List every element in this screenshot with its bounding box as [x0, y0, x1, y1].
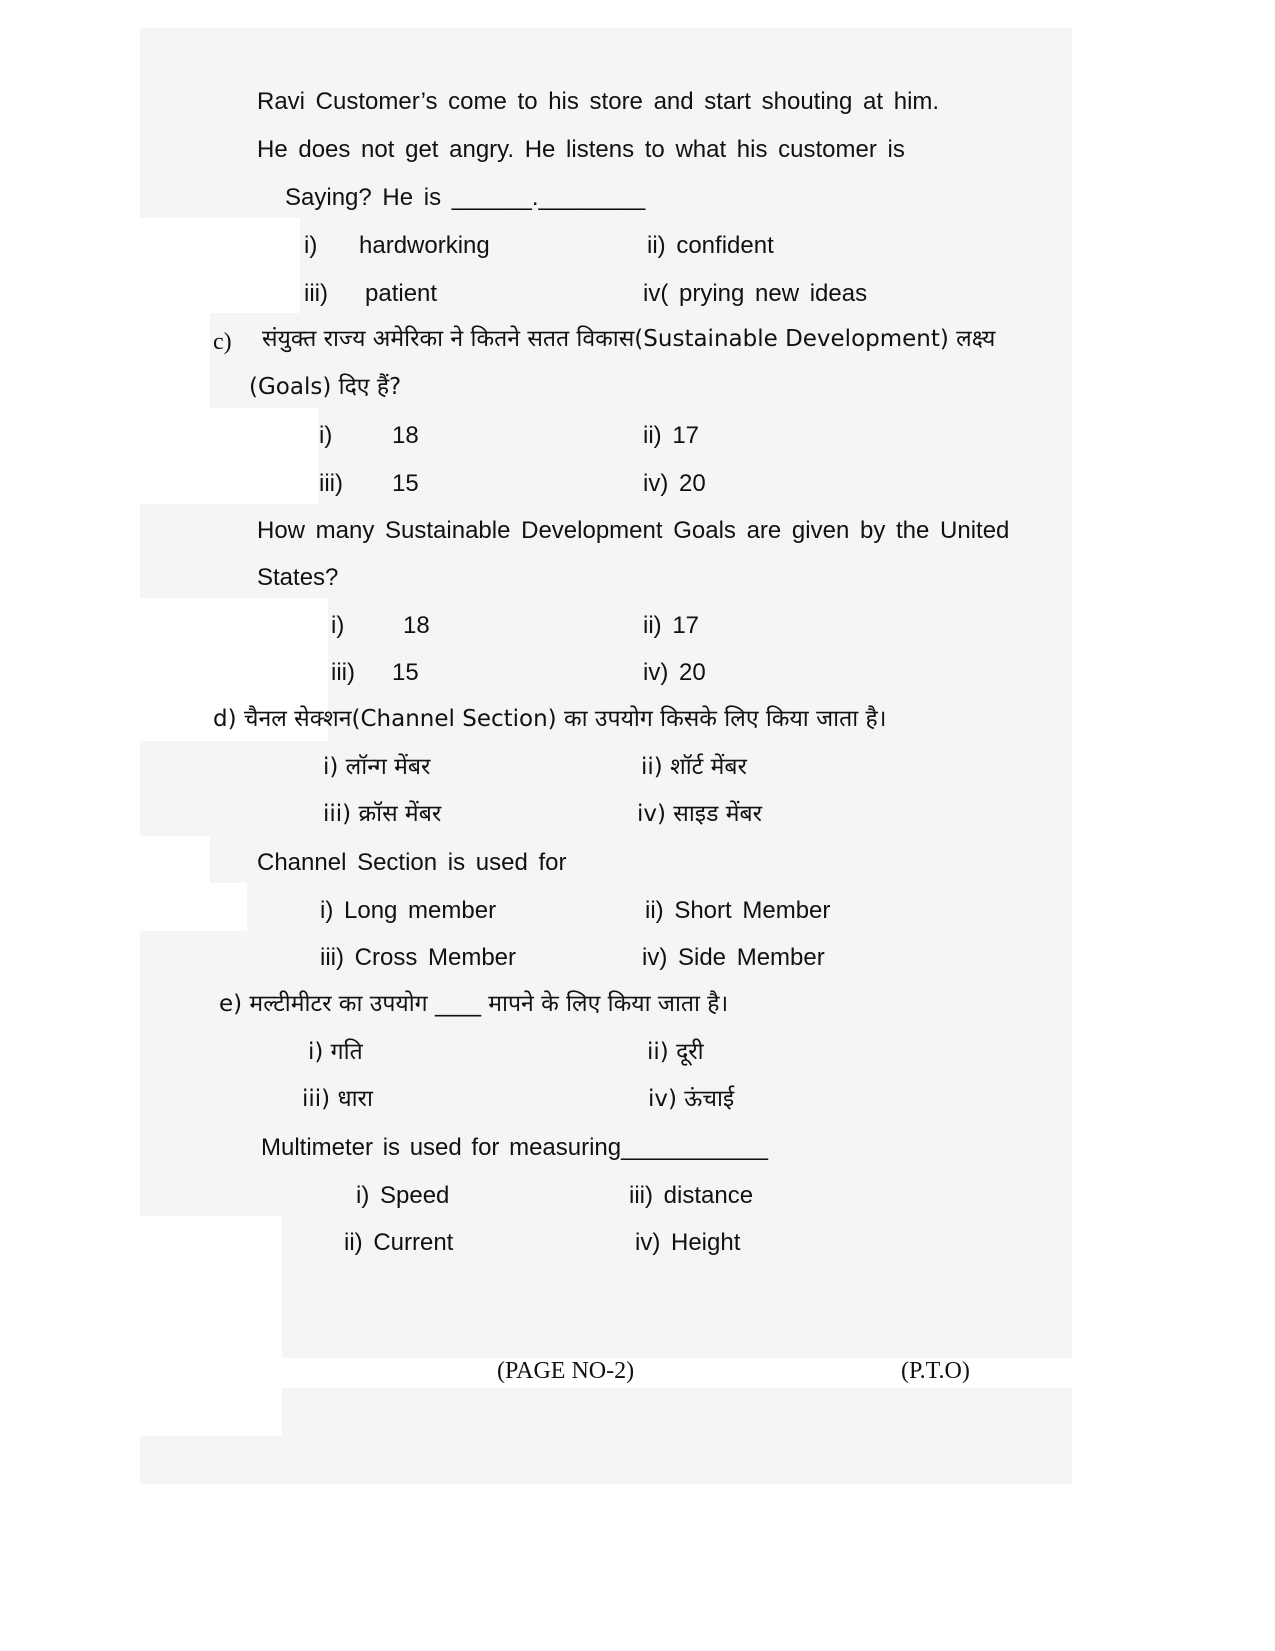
option-text-hindi: iv) साइड मेंबर — [637, 801, 762, 827]
option-text: 15 — [392, 470, 419, 497]
option-text: 15 — [392, 659, 419, 686]
option-text-hindi: i) लॉन्ग मेंबर — [323, 754, 431, 780]
option-text: ii) Current — [344, 1229, 454, 1256]
option-text: ii) 17 — [643, 612, 700, 639]
option-label: iii) — [331, 659, 355, 686]
question-text: Multimeter is used for measuring___________ — [261, 1134, 768, 1161]
question-text-hindi: संयुक्त राज्य अमेरिका ने कितने सतत विकास(Sustainable Development) लक्ष्य — [262, 326, 996, 352]
option-text: iii) Cross Member — [320, 944, 517, 971]
please-turn-over: (P.T.O) — [901, 1358, 970, 1384]
scan-background — [140, 741, 1072, 836]
option-text: iv( prying new ideas — [643, 280, 868, 307]
option-text: i) Long member — [320, 897, 497, 924]
option-text-hindi: ii) दूरी — [647, 1039, 704, 1065]
scan-background — [140, 931, 1072, 1216]
option-label: iii) — [319, 470, 343, 497]
page-number: (PAGE NO-2) — [497, 1358, 635, 1384]
option-text: ii) Short Member — [645, 897, 831, 924]
option-text-hindi: iv) ऊंचाई — [648, 1086, 735, 1112]
question-number: c) — [213, 329, 232, 355]
scan-background — [282, 1388, 1072, 1436]
option-text: iv) 20 — [643, 659, 706, 686]
option-text-hindi: i) गति — [308, 1039, 363, 1065]
option-text: ii) confident — [647, 232, 774, 259]
question-text-hindi: (Goals) दिए हैं? — [249, 374, 402, 400]
question-text: States? — [257, 564, 339, 591]
option-text: iv) 20 — [643, 470, 706, 497]
option-text: i) Speed — [356, 1182, 450, 1209]
option-text: iv) Height — [635, 1229, 741, 1256]
question-text: Ravi Customer’s come to his store and start shouting at him. — [257, 88, 940, 115]
option-text-hindi: ii) शॉर्ट मेंबर — [641, 754, 747, 780]
question-text: How many Sustainable Development Goals are given by the United — [257, 517, 1010, 544]
option-text: iv) Side Member — [642, 944, 825, 971]
option-text: ii) 17 — [643, 422, 700, 449]
option-text: 18 — [392, 422, 419, 449]
question-text-hindi: e) मल्टीमीटर का उपयोग ____ मापने के लिए किया जाता है। — [219, 991, 729, 1017]
option-text: hardworking — [359, 232, 490, 259]
option-label: i) — [331, 612, 345, 639]
option-label: i) — [304, 232, 318, 259]
option-text: iii) distance — [629, 1182, 754, 1209]
option-text: patient — [365, 280, 438, 307]
option-text-hindi: iii) धारा — [302, 1086, 373, 1112]
question-text: Channel Section is used for — [257, 849, 567, 876]
option-label: i) — [319, 422, 333, 449]
question-text: He does not get angry. He listens to what his customer is — [257, 136, 905, 163]
option-label: iii) — [304, 280, 328, 307]
scan-background — [140, 1436, 1072, 1484]
option-text-hindi: iii) क्रॉस मेंबर — [323, 801, 442, 827]
question-text-hindi: d) चैनल सेक्शन(Channel Section) का उपयोग किसके लिए किया जाता है। — [213, 706, 887, 732]
option-text: 18 — [403, 612, 430, 639]
question-text: Saying? He is ______.________ — [285, 184, 646, 211]
